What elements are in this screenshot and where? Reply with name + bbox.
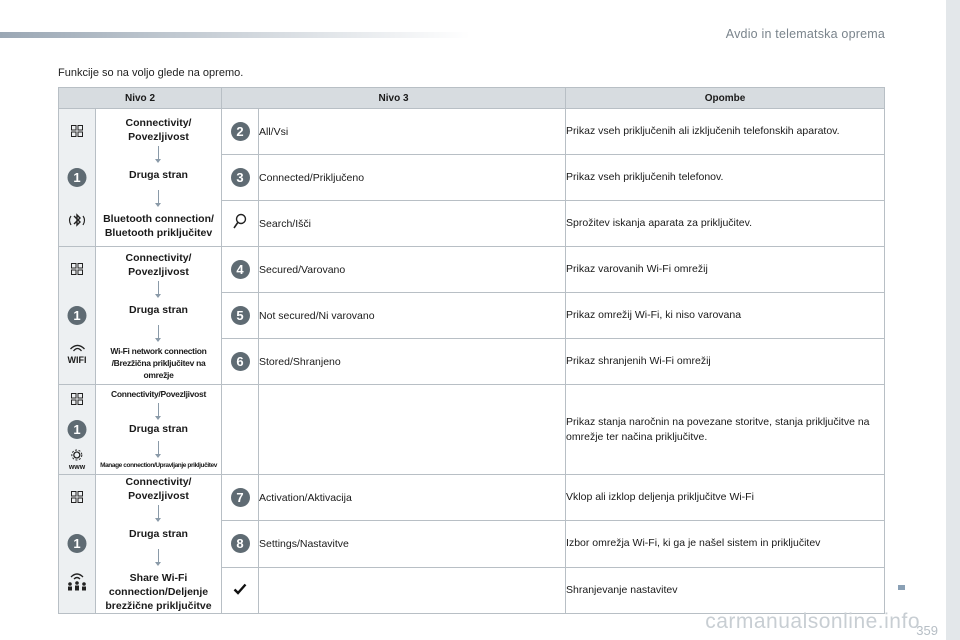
arrow-down-icon	[158, 403, 159, 417]
table-row	[59, 385, 885, 475]
path-step-druga-stran: Druga stran	[129, 303, 188, 316]
nivo3-label: All/Vsi	[259, 109, 566, 155]
step-badge: 1	[68, 534, 87, 553]
nivo2-icons-share	[59, 475, 96, 614]
nivo3-label: Settings/Nastavitve	[259, 521, 566, 567]
watermark: carmanualsonline.info	[705, 610, 920, 633]
page-marker	[898, 585, 905, 590]
path-step-connectivity: Connectivity/Povezljivost	[111, 388, 206, 399]
header-opombe: Opombe	[566, 88, 885, 109]
page-number: 359	[916, 623, 938, 638]
path-step-druga-stran: Druga stran	[129, 422, 188, 435]
path-step-connectivity: Connectivity/ Povezljivost	[125, 116, 192, 143]
arrow-down-icon	[158, 505, 159, 519]
path-step-bluetooth: Bluetooth connection/ Bluetooth priključitev	[103, 212, 214, 239]
checkmark-icon	[222, 567, 259, 613]
header-nivo3: Nivo 3	[222, 88, 566, 109]
arrow-down-icon	[158, 441, 159, 455]
path-step-druga-stran: Druga stran	[129, 528, 188, 540]
path-step-share-wifi: Share Wi-Fi connection/Deljenje brezžične priključitve	[105, 572, 212, 612]
nivo2-icons-manage	[59, 385, 96, 475]
nivo3-number: 7	[222, 475, 259, 521]
nivo3-label: Not secured/Ni varovano	[259, 293, 566, 339]
grid-icon	[71, 491, 83, 506]
path-step-druga-stran: Druga stran	[129, 168, 188, 181]
nivo3-number: 5	[222, 293, 259, 339]
opombe-text: Prikaz vseh priključenih ali izključenih telefonskih aparatov.	[566, 109, 885, 155]
intro-text: Funkcije so na voljo glede na opremo.	[58, 67, 244, 79]
nivo2-path-share	[96, 475, 222, 614]
nivo3-label: Connected/Priključeno	[259, 155, 566, 201]
bluetooth-icon	[67, 212, 87, 233]
nivo3-number: 2	[222, 109, 259, 155]
nivo3-label	[259, 567, 566, 613]
functions-table	[58, 87, 885, 614]
arrow-down-icon	[158, 325, 159, 339]
path-step-connectivity: Connectivity/ Povezljivost	[125, 251, 192, 278]
arrow-down-icon	[158, 549, 159, 563]
right-margin-stripe	[946, 0, 960, 640]
nivo2-path-bluetooth	[96, 109, 222, 247]
nivo3-label: Activation/Aktivacija	[259, 475, 566, 521]
opombe-text: Prikaz omrežij Wi-Fi, ki niso varovana	[566, 293, 885, 339]
nivo3-label: Stored/Shranjeno	[259, 339, 566, 385]
nivo2-icons-bluetooth	[59, 109, 96, 247]
table-row	[59, 247, 885, 293]
nivo3-number: 3	[222, 155, 259, 201]
path-step-connectivity: Connectivity/ Povezljivost	[125, 476, 192, 502]
nivo3-number: 6	[222, 339, 259, 385]
opombe-text: Shranjevanje nastavitev	[566, 567, 885, 613]
header-nivo2: Nivo 2	[59, 88, 222, 109]
table-row	[59, 475, 885, 521]
arrow-down-icon	[158, 190, 159, 204]
opombe-text: Prikaz stanja naročnin na povezane storitve, stanja priključitve na omrežje ter načina priključitve.	[566, 385, 885, 475]
opombe-text: Prikaz shranjenih Wi-Fi omrežij	[566, 339, 885, 385]
nivo3-label: Search/Išči	[259, 201, 566, 247]
step-badge: 1	[68, 306, 87, 325]
nivo3-number: 8	[222, 521, 259, 567]
table-row	[59, 109, 885, 155]
path-step-manage-connection: Manage connection/Upravljanje priključitev	[100, 461, 217, 469]
nivo2-icons-wifi	[59, 247, 96, 385]
nivo2-path-manage	[96, 385, 222, 475]
path-step-wifi: Wi-Fi network connection /Brezžična priključitev na omrežje	[110, 345, 207, 380]
opombe-text: Prikaz vseh priključenih telefonov.	[566, 155, 885, 201]
nivo3-number	[222, 385, 259, 475]
nivo2-path-wifi	[96, 247, 222, 385]
grid-icon	[71, 125, 83, 140]
opombe-text: Sprožitev iskanja aparata za priključitev.	[566, 201, 885, 247]
wifi-icon: WIFI	[68, 343, 87, 365]
opombe-text: Izbor omrežja Wi-Fi, ki ga je našel sistem in priključitev	[566, 521, 885, 567]
nivo3-label	[259, 385, 566, 475]
table-header-row	[59, 88, 885, 109]
nivo3-number: 4	[222, 247, 259, 293]
grid-icon	[71, 393, 83, 408]
www-gear-icon: www	[69, 449, 85, 472]
search-icon	[222, 201, 259, 247]
arrow-down-icon	[158, 146, 159, 160]
page-header-title: Avdio in telematska oprema	[725, 27, 885, 41]
header-bar	[0, 32, 470, 38]
hotspot-share-icon	[66, 571, 88, 594]
grid-icon	[71, 263, 83, 278]
nivo3-label: Secured/Varovano	[259, 247, 566, 293]
opombe-text: Prikaz varovanih Wi-Fi omrežij	[566, 247, 885, 293]
arrow-down-icon	[158, 281, 159, 295]
step-badge: 1	[68, 168, 87, 187]
step-badge: 1	[68, 420, 87, 439]
opombe-text: Vklop ali izklop deljenja priključitve Wi-Fi	[566, 475, 885, 521]
